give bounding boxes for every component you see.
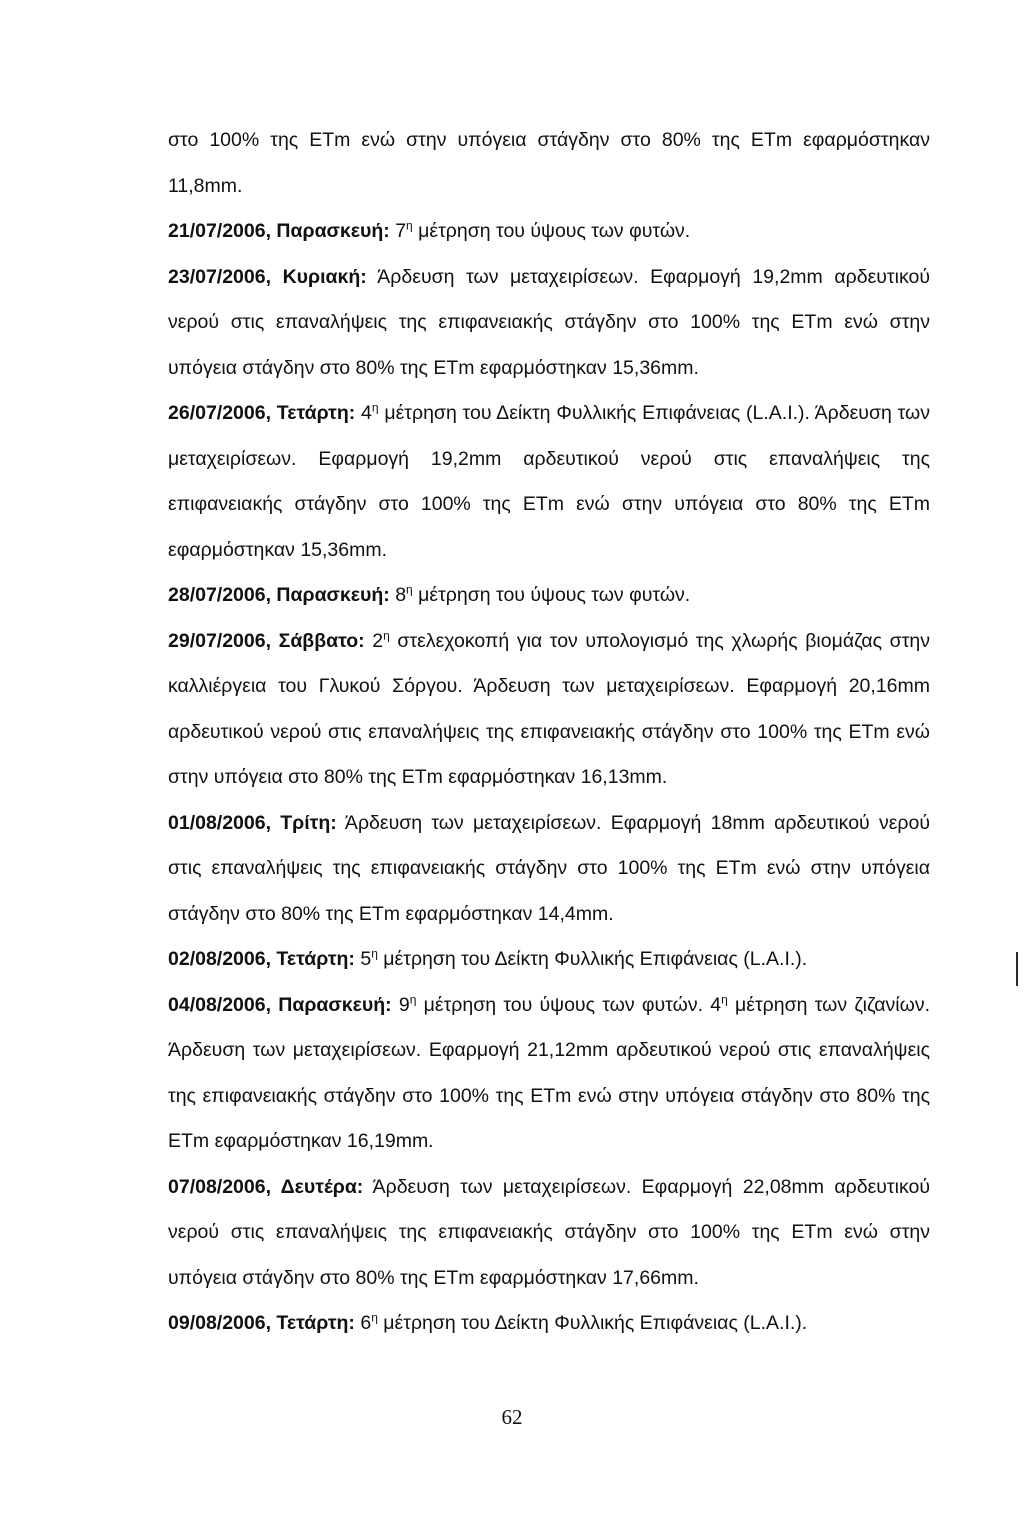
diary-entry: [168, 983, 930, 1165]
entry-text-continued: μέτρηση του Δείκτη Φυλλικής Επιφάνειας (L.A.I.). Άρδευση των μεταχειρίσεων. Εφαρμογή 19,2mm αρδευτικού νερού στις επαναλήψεις της επιφανειακής στάγδην στο 100% της ΕΤm ενώ στην υπόγεια στο 80% της ΕΤm εφαρμόστηκαν 15,36mm.: [168, 402, 930, 561]
ordinal-superscript: η: [409, 992, 417, 1006]
entry-text-continued: μέτρηση του Δείκτη Φυλλικής Επιφάνειας (L.A.I.).: [377, 948, 808, 970]
diary-entry: [168, 391, 930, 573]
paragraph-text: στο 100% της ΕΤm ενώ στην υπόγεια στάγδην στο 80% της ΕΤm εφαρμόστηκαν 11,8mm.: [168, 129, 930, 197]
diary-entry: [168, 937, 930, 983]
entry-text: 5: [354, 948, 372, 970]
diary-entry: [168, 209, 930, 255]
ordinal-superscript: η: [371, 400, 379, 415]
ordinal-superscript: η: [371, 946, 378, 961]
entry-text-continued: μέτρηση του ύψους των φυτών.: [412, 584, 691, 606]
entry-text: 6: [354, 1312, 372, 1334]
entry-text-continued: μέτρηση του Δείκτη Φυλλικής Επιφάνειας (L.A.I.).: [377, 1312, 808, 1334]
entry-text: 8: [389, 584, 407, 606]
ordinal-superscript: η: [383, 628, 390, 642]
diary-entry: [168, 1165, 930, 1302]
entry-text-continued: στελεχοκοπή για τον υπολογισμό της χλωρής βιομάζας στην καλλιέργεια του Γλυκού Σόργου. Άρδευση των μεταχειρίσεων. Εφαρμογή 20,16mm αρδευτικού νερού στις επαναλήψεις της επιφανειακής στάγδην στο 100% της ΕΤm ενώ στην υπόγεια στο 80% της ΕΤm εφαρμόστηκαν 16,13mm.: [168, 629, 931, 788]
entry-text: 7: [389, 220, 407, 242]
entry-text: 2: [364, 629, 384, 652]
entry-text: 9: [391, 993, 410, 1016]
entry-date: 09/08/2006, Τετάρτη:: [168, 1312, 355, 1334]
entry-text-continued: μέτρηση των ζιζανίων. Άρδευση των μεταχειρίσεων. Εφαρμογή 21,12mm αρδευτικού νερού στις επαναλήψεις της επιφανειακής στάγδην στο 100% της ΕΤm ενώ στην υπόγεια στάγδην στο 80% της ΕΤm εφαρμόστηκαν 16,19mm.: [168, 993, 930, 1152]
entry-date: 01/08/2006, Τρίτη:: [168, 811, 337, 834]
page-number: 62: [501, 1405, 523, 1429]
scan-edge-mark: [1016, 952, 1018, 986]
diary-entry: [168, 255, 930, 392]
entry-text: Άρδευση των μεταχειρίσεων. Εφαρμογή 22,08mm αρδευτικού νερού στις επαναλήψεις της επιφανειακής στάγδην στο 100% της ΕΤm ενώ στην υπόγεια στάγδην στο 80% της ΕΤm εφαρμόστηκαν 17,66mm.: [168, 1175, 930, 1289]
entry-text: Άρδευση των μεταχειρίσεων. Εφαρμογή 19,2mm αρδευτικού νερού στις επαναλήψεις της επιφανειακής στάγδην στο 100% της ΕΤm ενώ στην υπόγεια στάγδην στο 80% της ΕΤm εφαρμόστηκαν 15,36mm.: [168, 265, 930, 379]
ordinal-superscript: η: [721, 992, 728, 1006]
ordinal-superscript: η: [406, 582, 413, 597]
entry-date: 02/08/2006, Τετάρτη:: [168, 948, 355, 970]
entry-date: 07/08/2006, Δευτέρα:: [168, 1175, 364, 1198]
diary-entry: [168, 1301, 930, 1347]
diary-text-block: [168, 118, 930, 1347]
entry-text-continued: μέτρηση του ύψους των φυτών. 4: [416, 993, 722, 1016]
diary-entry: [168, 573, 930, 619]
diary-entry: [168, 801, 930, 938]
entry-text: Άρδευση των μεταχειρίσεων. Εφαρμογή 18mm αρδευτικού νερού στις επαναλήψεις της επιφανειακής στάγδην στο 100% της ΕΤm ενώ στην υπόγεια στάγδην στο 80% της ΕΤm εφαρμόστηκαν 14,4mm.: [168, 811, 930, 925]
diary-entry: [168, 619, 930, 801]
diary-paragraph: [168, 118, 930, 209]
ordinal-superscript: η: [371, 1310, 378, 1325]
entry-text-continued: μέτρηση του ύψους των φυτών.: [412, 220, 691, 242]
entry-text: 4: [355, 402, 372, 424]
entry-date: 23/07/2006, Κυριακή:: [168, 265, 367, 288]
entry-date: 04/08/2006, Παρασκευή:: [168, 993, 392, 1016]
entry-date: 28/07/2006, Παρασκευή:: [168, 584, 390, 606]
entry-date: 29/07/2006, Σάββατο:: [168, 629, 365, 652]
entry-date: 26/07/2006, Τετάρτη:: [168, 402, 356, 424]
entry-date: 21/07/2006, Παρασκευή:: [168, 220, 390, 242]
ordinal-superscript: η: [406, 218, 413, 233]
